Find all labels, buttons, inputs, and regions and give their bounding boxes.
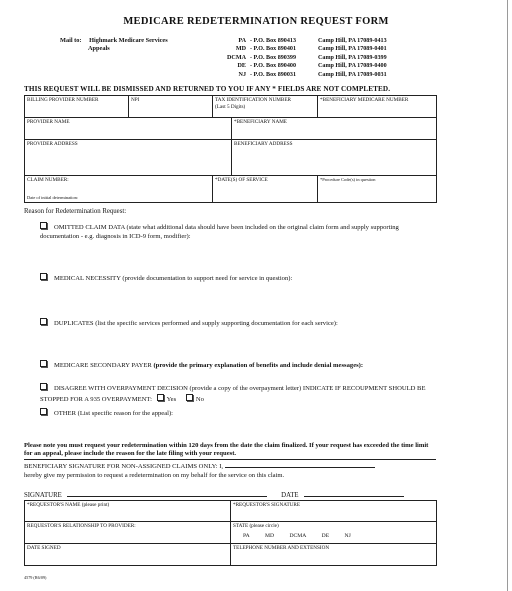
address-cities bbox=[318, 37, 428, 79]
address-state: PA bbox=[238, 38, 246, 44]
address-box: - P.O. Box 890399 bbox=[250, 54, 296, 61]
omitted-claim-data-label: OMITTED CLAIM DATA (state what additional data should have been included on the original claim form and supply supporting documentation - e.g. diagnosis in ICD-9 form, modifier): bbox=[40, 224, 399, 240]
provider-address-field[interactable] bbox=[25, 140, 232, 176]
signature-date-line bbox=[24, 490, 436, 499]
address-boxes bbox=[250, 37, 316, 79]
address-state: DCMA bbox=[227, 54, 246, 61]
recoupment-yes-label: Yes bbox=[166, 395, 177, 403]
reason-header: Reason for Redetermination Request: bbox=[24, 208, 127, 215]
mail-to-dept: Appeals bbox=[88, 45, 110, 53]
requestor-info-table bbox=[24, 500, 437, 566]
reason-option-omitted-claim-data bbox=[40, 222, 435, 241]
recoupment-no-checkbox[interactable] bbox=[186, 394, 193, 401]
requestor-signature-label: *REQUESTOR'S SIGNATURE bbox=[233, 502, 300, 508]
tax-id-label: TAX IDENTIFICATION NUMBER bbox=[215, 97, 291, 103]
signature-label: SIGNATURE bbox=[24, 492, 62, 499]
reason-option-medicare-secondary-payer bbox=[40, 360, 435, 371]
date-signed-label: DATE SIGNED bbox=[27, 545, 61, 551]
beneficiary-permission-block bbox=[24, 461, 436, 480]
reason-option-duplicates bbox=[40, 318, 435, 329]
tax-id-field[interactable] bbox=[213, 96, 318, 118]
address-states bbox=[200, 37, 246, 79]
state-option-nj[interactable]: NJ bbox=[344, 532, 351, 539]
beneficiary-address-label: BENEFICIARY ADDRESS bbox=[234, 141, 293, 147]
beneficiary-name-label: *BENEFICIARY NAME bbox=[234, 119, 287, 125]
duplicates-label: DUPLICATES (list the specific services performed and supply supporting documentation for each service): bbox=[54, 320, 338, 327]
other-reason-label: OTHER (List specific reason for the appeal): bbox=[54, 410, 174, 417]
beneficiary-medicare-number-label: *BENEFICIARY MEDICARE NUMBER bbox=[320, 97, 409, 103]
npi-field[interactable] bbox=[129, 96, 213, 118]
requestor-relationship-label: REQUESTOR'S RELATIONSHIP TO PROVIDER: bbox=[27, 523, 136, 529]
requestor-name-field[interactable] bbox=[25, 501, 231, 522]
mail-to-block bbox=[60, 37, 200, 54]
page-edge-divider bbox=[507, 0, 508, 591]
billing-provider-number-field[interactable] bbox=[25, 96, 129, 118]
billing-provider-number-label: BILLING PROVIDER NUMBER bbox=[27, 97, 99, 103]
state-select-field[interactable] bbox=[231, 522, 437, 544]
reason-option-medical-necessity bbox=[40, 273, 435, 284]
state-option-md[interactable]: MD bbox=[265, 532, 275, 539]
address-box: - P.O. Box 890400 bbox=[250, 63, 296, 70]
beneficiary-name-field[interactable] bbox=[232, 118, 437, 140]
beneficiary-name-blank[interactable] bbox=[225, 461, 375, 468]
dates-of-service-field[interactable] bbox=[213, 176, 318, 203]
dates-of-service-label: *DATE(S) OF SERVICE bbox=[215, 177, 268, 183]
duplicates-checkbox[interactable] bbox=[40, 318, 47, 325]
telephone-label: TELEPHONE NUMBER AND EXTENSION bbox=[233, 545, 330, 551]
beneficiary-permission-line: BENEFICIARY SIGNATURE FOR NON-ASSIGNED CLAIMS ONLY: I, bbox=[24, 463, 225, 470]
tax-id-note: (Last 5 Digits) bbox=[215, 103, 246, 110]
address-city: Camp Hill, PA 17089-0031 bbox=[318, 71, 387, 78]
procedure-codes-label: *Procedure Code(s) in question bbox=[320, 177, 376, 182]
address-box: - P.O. Box 890401 bbox=[250, 46, 296, 53]
medicare-secondary-payer-checkbox[interactable] bbox=[40, 360, 47, 367]
beneficiary-permission-statement: hereby give my permission to request a redetermination on my behalf for the service on this claim. bbox=[24, 471, 285, 479]
medical-necessity-label: MEDICAL NECESSITY (provide documentation to support need for service in question): bbox=[54, 275, 293, 282]
provider-info-table bbox=[24, 95, 437, 203]
mail-to-org: Highmark Medicare Services bbox=[89, 37, 168, 44]
address-state: NJ bbox=[238, 71, 246, 78]
claim-number-label: CLAIM NUMBER: bbox=[27, 177, 69, 183]
beneficiary-medicare-number-field[interactable] bbox=[318, 96, 437, 118]
requestor-name-label: *REQUESTOR'S NAME (please print) bbox=[27, 502, 110, 508]
requestor-signature-field[interactable] bbox=[231, 501, 437, 522]
date-label: DATE bbox=[281, 492, 299, 499]
claim-number-field[interactable] bbox=[25, 176, 213, 203]
address-state: MD bbox=[235, 46, 246, 53]
state-option-pa[interactable]: PA bbox=[243, 532, 250, 539]
address-box: - P.O. Box 890031 bbox=[250, 71, 296, 78]
disagree-overpayment-label: DISAGREE WITH OVERPAYMENT DECISION (provide a copy of the overpayment letter) INDICATE IF RECOUPMENT SHOULD BE STOPPED FOR A 935 OVERPAYMENT: bbox=[40, 385, 426, 403]
address-city: Camp Hill, PA 17089-0413 bbox=[318, 38, 387, 44]
dismissal-warning: THIS REQUEST WILL BE DISMISSED AND RETURNED TO YOU IF ANY * FIELDS ARE NOT COMPLETED. bbox=[24, 85, 391, 93]
medicare-secondary-payer-label: MEDICARE SECONDARY PAYER bbox=[54, 362, 152, 369]
form-number: 4579 (R6/09) bbox=[24, 575, 47, 580]
medical-necessity-checkbox[interactable] bbox=[40, 273, 47, 280]
signature-blank[interactable] bbox=[67, 490, 267, 497]
omitted-claim-data-checkbox[interactable] bbox=[40, 222, 47, 229]
provider-address-label: PROVIDER ADDRESS bbox=[27, 141, 78, 147]
address-city: Camp Hill, PA 17089-0399 bbox=[318, 54, 387, 61]
filing-deadline-notice: Please note you must request your redetermination within 120 days from the date the claim finalized. If your request has exceeded the time limit for an appeal, please include the reason for the late filing with your request. bbox=[24, 442, 436, 460]
beneficiary-address-field[interactable] bbox=[232, 140, 437, 176]
address-state: DE bbox=[237, 63, 246, 70]
date-signed-field[interactable] bbox=[25, 544, 231, 566]
state-option-de[interactable]: DE bbox=[321, 532, 330, 539]
state-label: STATE (please circle) bbox=[233, 523, 279, 529]
disagree-overpayment-checkbox[interactable] bbox=[40, 383, 47, 390]
state-options bbox=[233, 533, 434, 540]
recoupment-yes-checkbox[interactable] bbox=[157, 394, 164, 401]
date-blank[interactable] bbox=[304, 490, 404, 497]
provider-name-label: PROVIDER NAME bbox=[27, 119, 70, 125]
telephone-field[interactable] bbox=[231, 544, 437, 566]
requestor-relationship-field[interactable] bbox=[25, 522, 231, 544]
address-city: Camp Hill, PA 17089-0401 bbox=[318, 46, 387, 53]
reason-option-other bbox=[40, 408, 435, 419]
procedure-codes-field[interactable] bbox=[318, 176, 437, 203]
address-city: Camp Hill, PA 17089-0400 bbox=[318, 63, 387, 70]
address-box: - P.O. Box 890413 bbox=[250, 38, 296, 44]
medicare-secondary-payer-instruction: (provide the primary explanation of benefits and include denial messages): bbox=[151, 362, 364, 369]
state-option-dcma[interactable]: DCMA bbox=[289, 532, 307, 539]
provider-name-field[interactable] bbox=[25, 118, 232, 140]
initial-determination-date-label: Date of initial determination: bbox=[27, 194, 79, 200]
reason-option-disagree-overpayment bbox=[40, 383, 435, 404]
mail-to-label: Mail to: bbox=[60, 37, 82, 44]
recoupment-no-label: No bbox=[195, 395, 204, 403]
npi-label: NPI bbox=[131, 97, 140, 103]
form-title: MEDICARE REDETERMINATION REQUEST FORM bbox=[123, 16, 389, 27]
other-reason-checkbox[interactable] bbox=[40, 408, 47, 415]
